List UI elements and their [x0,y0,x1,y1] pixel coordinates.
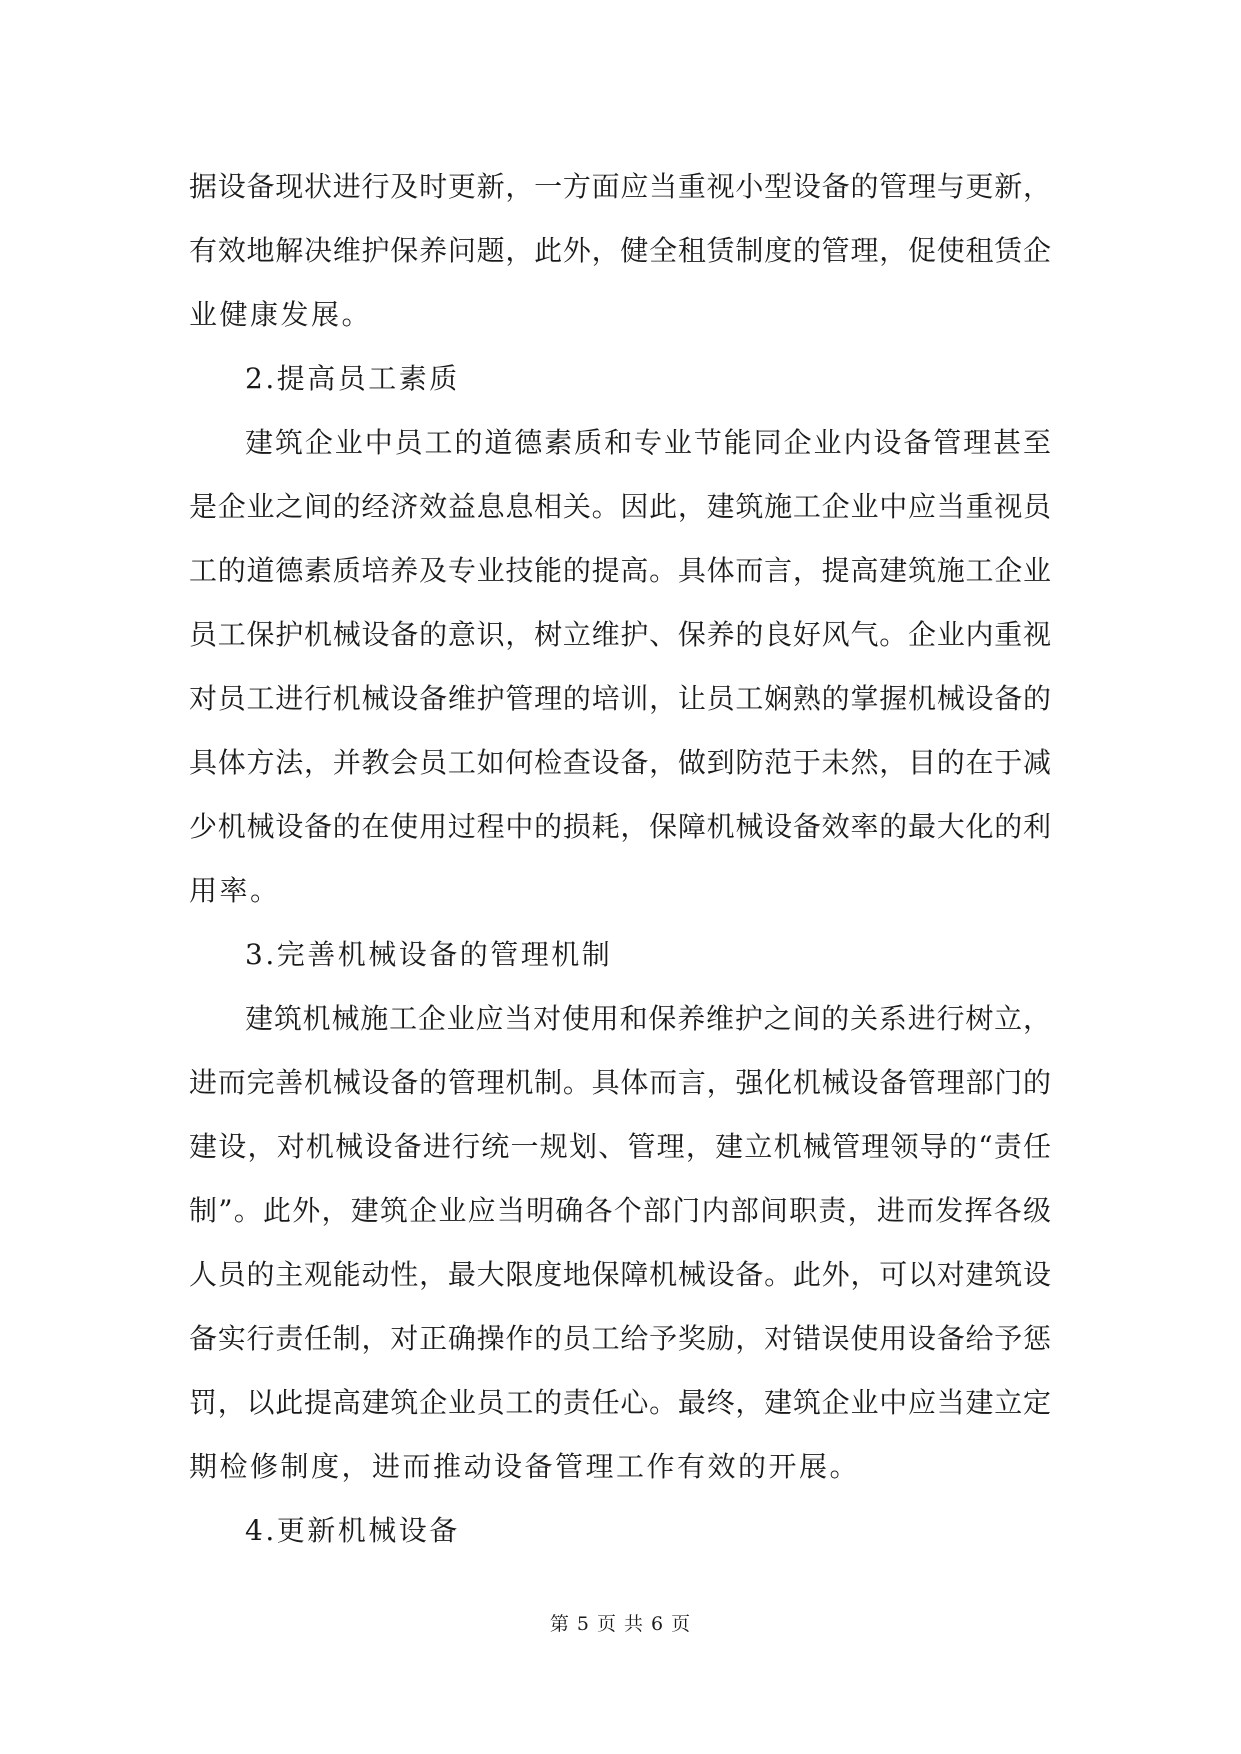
paragraph-line: 建设，对机械设备进行统一规划、管理，建立机械管理领导的“责任 [189,1130,1051,1163]
paragraph-line: 备实行责任制，对正确操作的员工给予奖励，对错误使用设备给予惩 [189,1322,1051,1355]
paragraph-line: 期检修制度，进而推动设备管理工作有效的开展。 [189,1450,861,1483]
paragraph-line: 据设备现状进行及时更新，一方面应当重视小型设备的管理与更新， [189,170,1051,203]
paragraph-line: 进而完善机械设备的管理机制。具体而言，强化机械设备管理部门的 [189,1066,1051,1099]
paragraph-line: 对员工进行机械设备维护管理的培训，让员工娴熟的掌握机械设备的 [189,682,1051,715]
paragraph-line: 人员的主观能动性，最大限度地保障机械设备。此外，可以对建筑设 [189,1258,1051,1291]
paragraph-line: 业健康发展。 [189,298,373,331]
body-text [189,155,1051,1563]
paragraph-line: 具体方法，并教会员工如何检查设备，做到防范于未然，目的在于减 [189,746,1051,779]
section-heading: 3.完善机械设备的管理机制 [245,938,613,971]
paragraph-line: 员工保护机械设备的意识，树立维护、保养的良好风气。企业内重视 [189,618,1051,651]
paragraph-line: 工的道德素质培养及专业技能的提高。具体而言，提高建筑施工企业 [189,554,1051,587]
page-number: 第 5 页 共 6 页 [549,1613,692,1635]
paragraph-line: 罚，以此提高建筑企业员工的责任心。最终，建筑企业中应当建立定 [189,1386,1051,1419]
paragraph-line: 建筑企业中员工的道德素质和专业节能同企业内设备管理甚至 [245,426,1051,459]
paragraph-line: 制”。此外，建筑企业应当明确各个部门内部间职责，进而发挥各级 [189,1194,1051,1227]
section-heading: 2.提高员工素质 [245,362,460,395]
paragraph-line: 少机械设备的在使用过程中的损耗，保障机械设备效率的最大化的利 [189,810,1051,843]
paragraph-line: 建筑机械施工企业应当对使用和保养维护之间的关系进行树立， [245,1002,1051,1035]
section-heading: 4.更新机械设备 [245,1514,460,1547]
paragraph-line: 是企业之间的经济效益息息相关。因此，建筑施工企业中应当重视员 [189,490,1051,523]
paragraph-line: 用率。 [189,874,281,907]
paragraph-line: 有效地解决维护保养问题，此外，健全租赁制度的管理，促使租赁企 [189,234,1051,267]
